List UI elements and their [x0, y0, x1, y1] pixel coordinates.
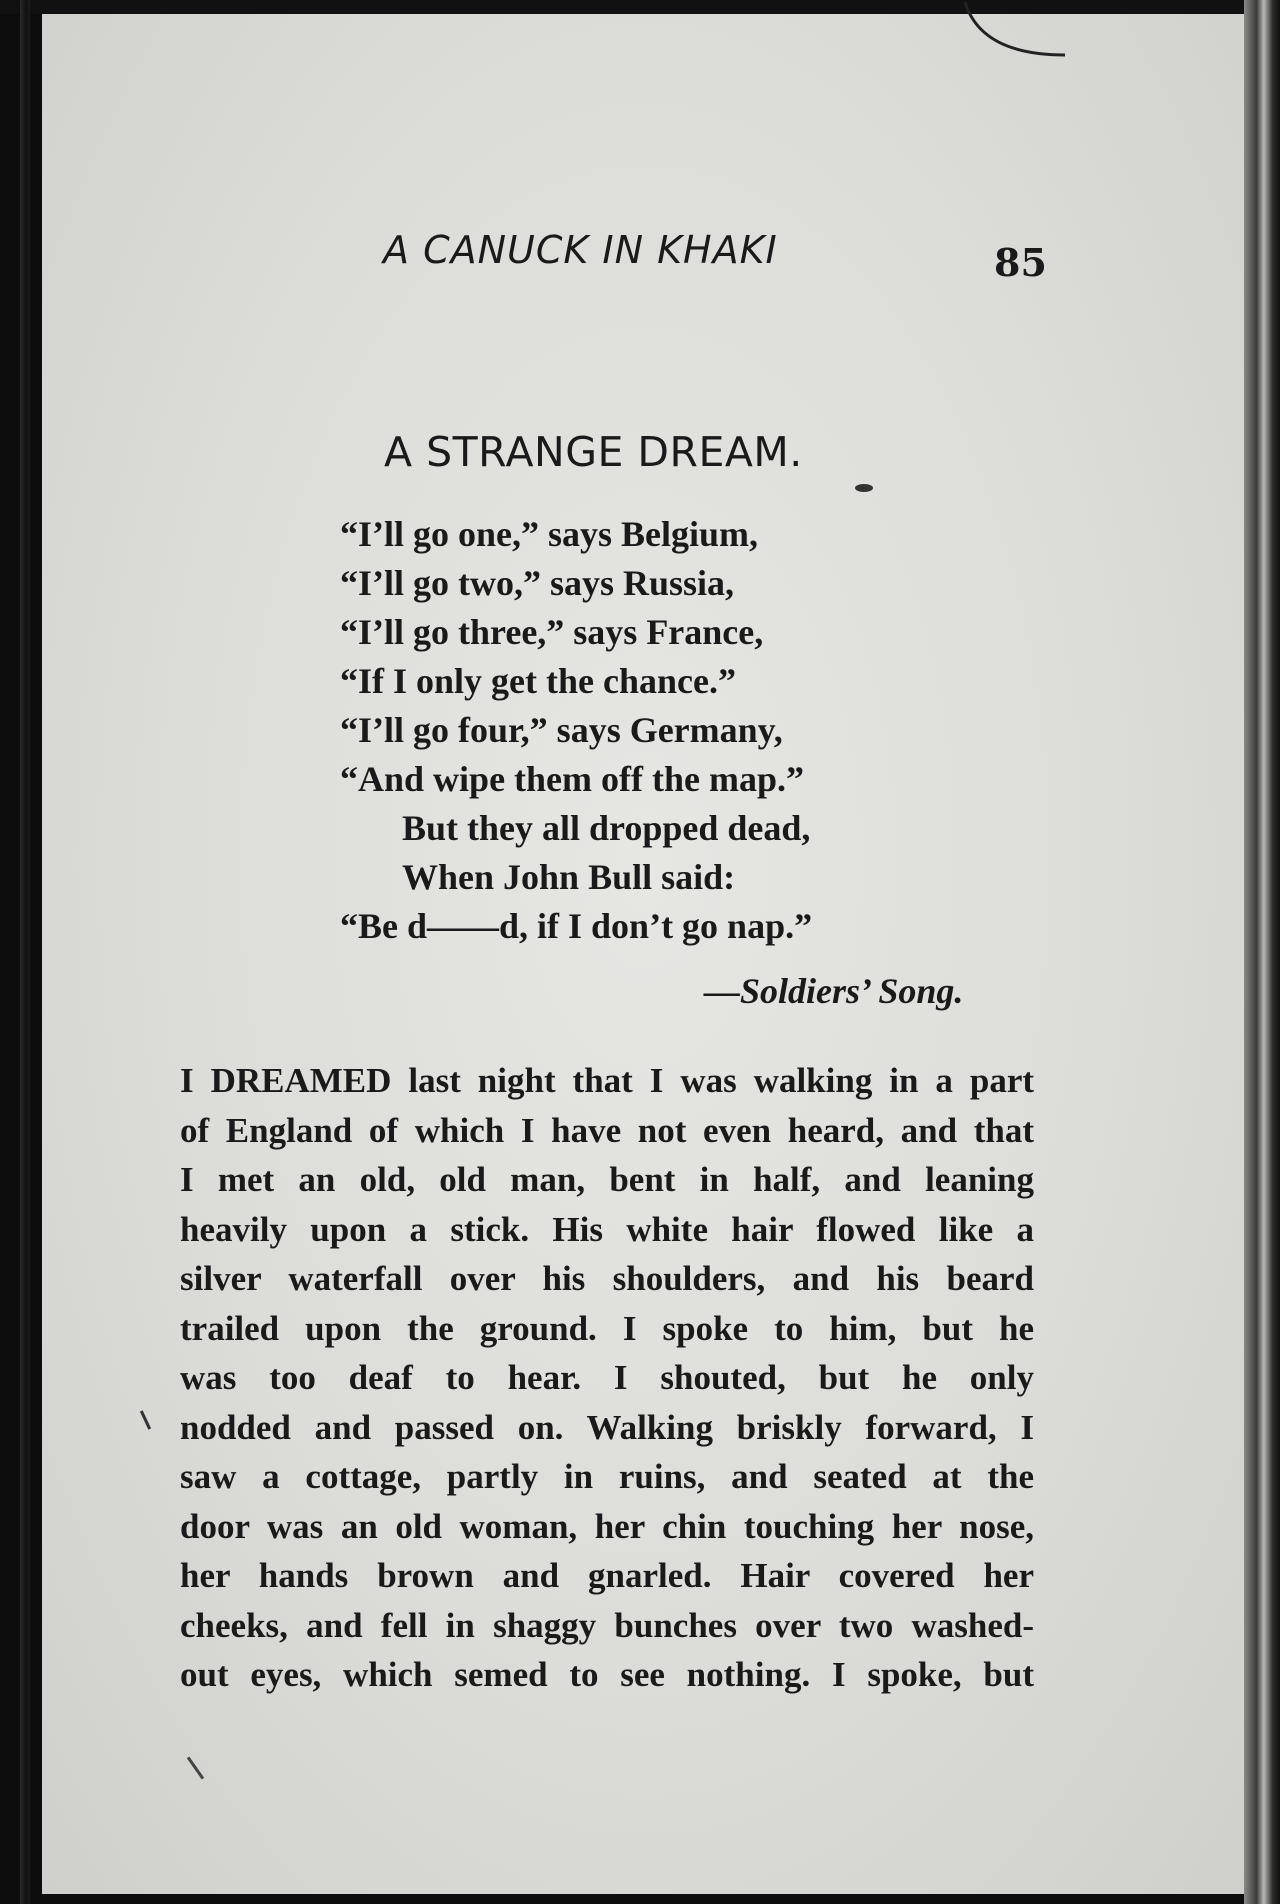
prose-line: heavily upon a stick. His white hair flowed like a: [180, 1209, 1034, 1249]
prose-line: cheeks, and fell in shaggy bunches over two washed-: [180, 1605, 1034, 1645]
section-title: A STRANGE DREAM.: [384, 428, 803, 476]
first-line-rest: last night that I was walking in a part: [408, 1061, 1034, 1100]
prose-line: silver waterfall over his shoulders, and his beard: [180, 1259, 1034, 1298]
verse-line: “If I only get the chance.”: [340, 661, 736, 701]
prose-paragraph: [180, 1056, 1034, 1700]
verse-line: When John Bull said:: [402, 857, 736, 897]
verse-line: “I’ll go four,” says Germany,: [340, 710, 783, 750]
verse-line: But they all dropped dead,: [402, 808, 811, 848]
opening-smallcaps: DREAMED: [210, 1061, 392, 1100]
binding-curve-mark: [960, 0, 1070, 60]
prose-line: out eyes, which semed to see nothing. I spoke, but: [180, 1655, 1034, 1694]
verse-line: “Be d——d, if I don’t go nap.”: [340, 906, 813, 946]
verse-line: “I’ll go one,” says Belgium,: [340, 514, 759, 554]
verse-line: “I’ll go two,” says Russia,: [340, 563, 735, 603]
prose-line: [180, 1056, 1034, 1106]
verse-line: “And wipe them off the map.”: [340, 759, 804, 799]
prose-line: nodded and passed on. Walking briskly forward, I: [180, 1407, 1034, 1447]
opening-word: I: [180, 1061, 194, 1100]
prose-line: trailed upon the ground. I spoke to him, but he: [180, 1308, 1034, 1348]
prose-line: her hands brown and gnarled. Hair covered her: [180, 1556, 1034, 1595]
verse-line: “I’ll go three,” says France,: [340, 612, 764, 652]
ink-speck: [855, 484, 873, 492]
prose-line: door was an old woman, her chin touching her nose,: [180, 1506, 1034, 1546]
scan-top-edge: [0, 0, 1280, 14]
prose-line: of England of which I have not even heard, and that: [180, 1110, 1034, 1150]
running-title: A CANUCK IN KHAKI: [383, 228, 778, 272]
page-stack-edge: [1244, 0, 1280, 1904]
verse-stanza: [340, 510, 812, 951]
prose-line: was too deaf to hear. I shouted, but he only: [180, 1358, 1034, 1397]
prose-line: saw a cottage, partly in ruins, and seated at the: [180, 1457, 1034, 1496]
book-gutter-edge: [20, 0, 30, 1904]
verse-attribution: —Soldiers’ Song.: [704, 971, 964, 1011]
prose-line: I met an old, old man, bent in half, and leaning: [180, 1160, 1034, 1199]
page-number: 85: [994, 240, 1047, 285]
